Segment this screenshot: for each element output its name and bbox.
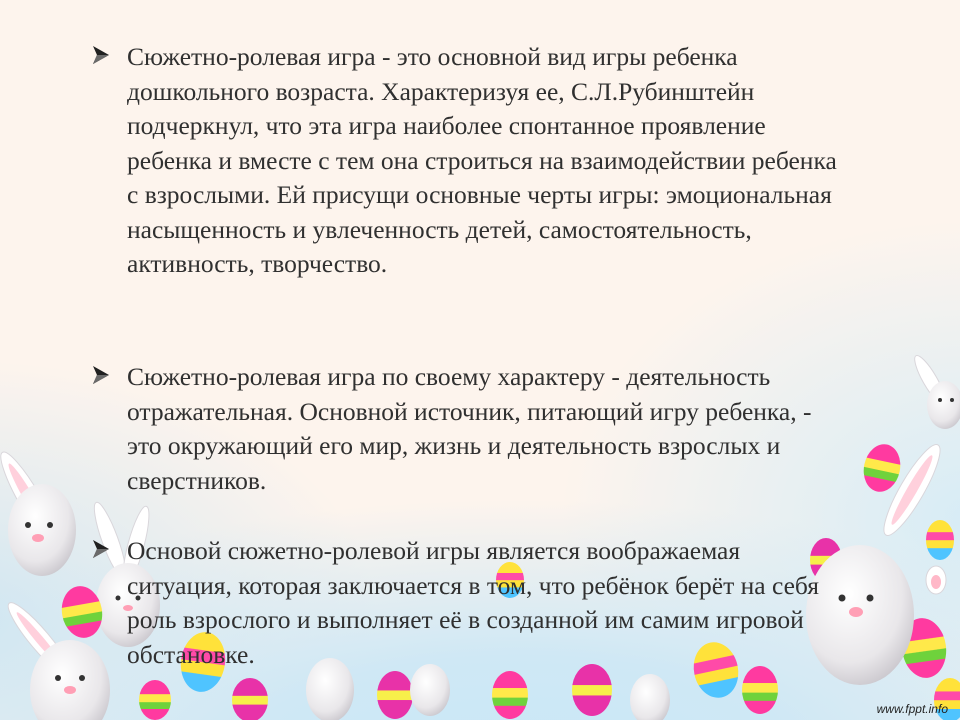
arrow-bullet-icon [90,538,112,560]
bullet-item [90,534,850,672]
arrow-bullet-icon [90,44,112,66]
watermark-text: www.fppt.info [876,702,948,716]
bullet-item [90,40,850,282]
arrow-bullet-icon [90,364,112,386]
bullet-text: Основой сюжетно-ролевой игры является воображаемая ситуация, которая заключается в том, что ребёнок берёт на себя роль взрослого и выполняет её в созданной им самим игровой обстановке. [127,536,819,669]
easter-egg-icon [492,671,528,719]
bullet-text: Сюжетно-ролевая игра - это основной вид игры ребенка дошкольного возраста. Характеризуя ее, С.Л.Рубинштейн подчеркнул, что эта игра наиболее спонтанное проявление ребенка и вместе с тем она строиться на взаимодействии ребенка с взрослыми. Ей присущи основные черты игры: эмоциональная насыщенность и увлеченность детей, самостоятельность, активность, творчество. [127,42,837,278]
easter-egg-icon [377,671,413,719]
easter-egg-icon [859,441,904,495]
bunny-icon [910,352,960,429]
easter-egg-icon [139,680,171,720]
bunny-icon [0,447,76,576]
bullet-text: Сюжетно-ролевая игра по своему характеру - деятельность отражательная. Основной источник, питающий игру ребенка, - это окружающий его мир, жизнь и деятельность взрослых и сверстников. [127,362,812,495]
easter-egg-icon [742,666,778,714]
easter-egg-icon [926,520,954,560]
easter-egg-icon [232,678,268,720]
bunny-icon [630,674,670,720]
bullet-item [90,360,850,498]
